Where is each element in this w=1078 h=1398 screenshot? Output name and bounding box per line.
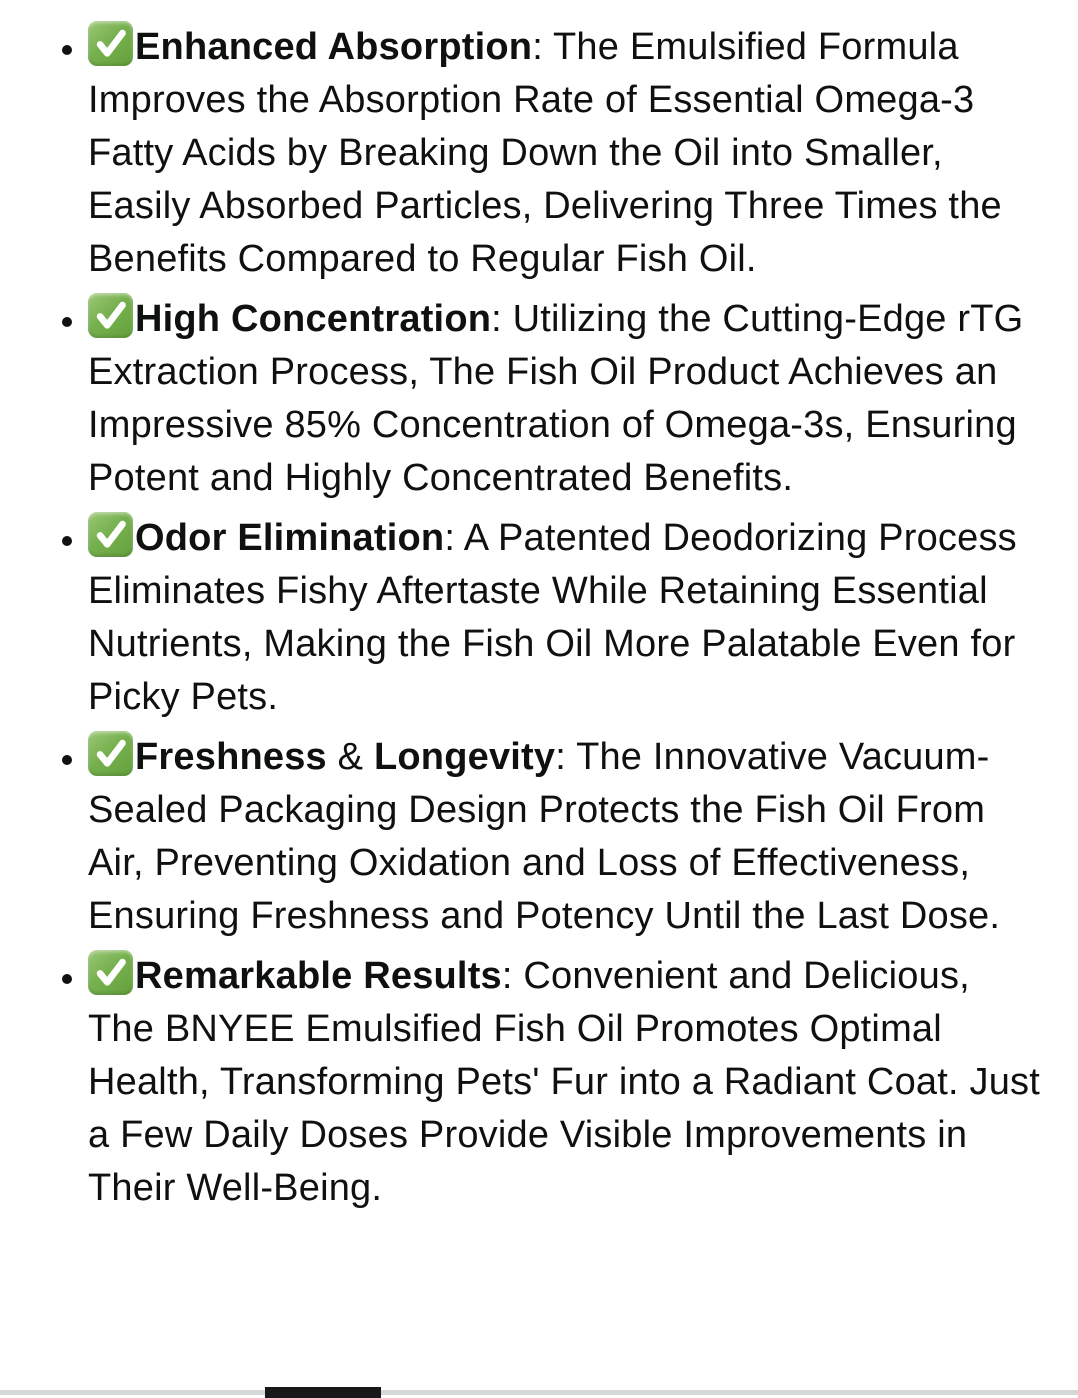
feature-item — [88, 512, 1044, 724]
check-mark-emoji-icon — [88, 21, 133, 66]
feature-body-text: & — [326, 736, 374, 778]
feature-item — [88, 293, 1044, 505]
feature-item — [88, 21, 1044, 286]
feature-item — [88, 731, 1044, 943]
feature-body-text: : Convenient and Delicious, The BNYEE Emulsified Fish Oil Promotes Optimal Health, Transforming Pets' Fur into a Radiant Coat. Just a Few Daily Doses Provide Visible Improvements in Their Well-Being. — [88, 955, 1040, 1209]
check-mark-emoji-icon — [88, 512, 133, 557]
feature-body-text: : A Patented Deodorizing Process Eliminates Fishy Aftertaste While Retaining Essential Nutrients, Making the Fish Oil More Palatable Even for Picky Pets. — [88, 517, 1017, 718]
check-mark-emoji-icon — [88, 731, 133, 776]
feature-body-text: : The Innovative Vacuum-Sealed Packaging Design Protects the Fish Oil From Air, Preventing Oxidation and Loss of Effectiveness, Ensuring Freshness and Potency Until the Last Dose. — [88, 736, 1001, 937]
check-mark-emoji-icon — [88, 293, 133, 338]
feature-heading-text: Longevity — [373, 736, 556, 778]
feature-body-text: : The Emulsified Formula Improves the Absorption Rate of Essential Omega-3 Fatty Acids by Breaking Down the Oil into Smaller, Easily Absorbed Particles, Delivering Three Times the Benefits Compared to Regular Fish Oil. — [88, 26, 1002, 280]
feature-heading-text: Freshness — [135, 736, 327, 778]
horizontal-scrollbar-thumb[interactable] — [265, 1387, 381, 1398]
feature-heading-text: Enhanced Absorption — [135, 26, 533, 68]
feature-heading-text: Odor Elimination — [135, 517, 445, 559]
feature-item — [88, 950, 1044, 1215]
feature-heading-text: High Concentration — [135, 298, 492, 340]
feature-body-text: : Utilizing the Cutting-Edge rTG Extraction Process, The Fish Oil Product Achieves an Impressive 85% Concentration of Omega-3s, Ensuring Potent and Highly Concentrated Benefits. — [88, 298, 1024, 499]
check-mark-emoji-icon — [88, 950, 133, 995]
feature-heading-text: Remarkable Results — [135, 955, 502, 997]
horizontal-scrollbar-track[interactable] — [0, 1390, 1078, 1395]
